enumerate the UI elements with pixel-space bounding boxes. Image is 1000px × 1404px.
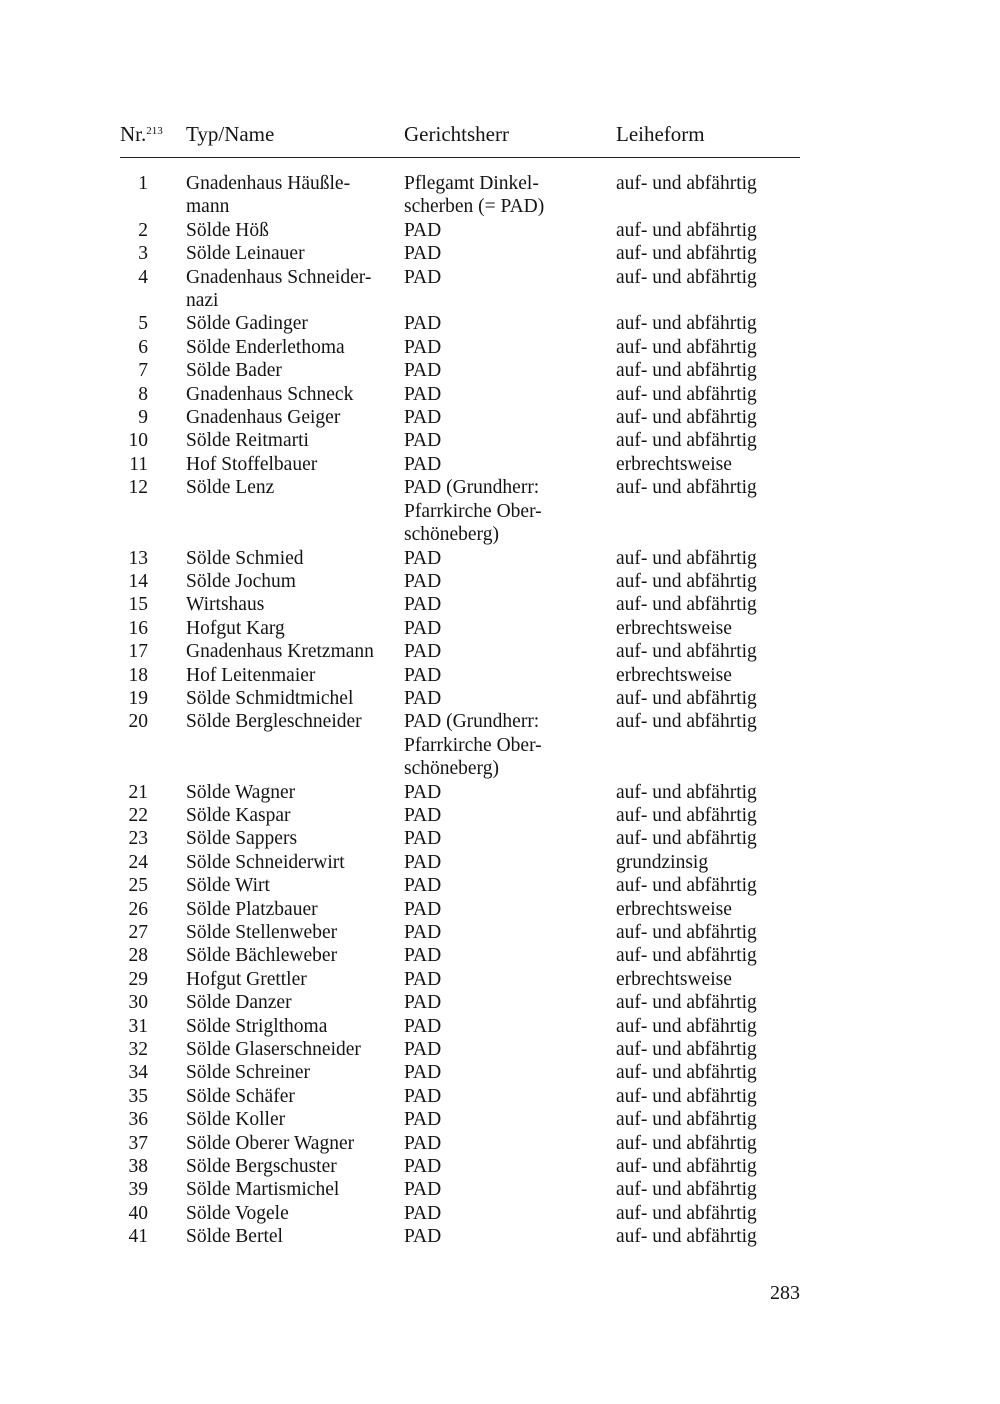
typ-name-cell: Gnadenhaus Schneider- nazi bbox=[186, 266, 372, 312]
leiheform-cell: auf- und abfährtig bbox=[616, 1085, 757, 1107]
table-row bbox=[120, 593, 800, 616]
spacer-cell bbox=[148, 1061, 186, 1084]
leiheform-cell: erbrechtsweise bbox=[616, 898, 732, 920]
header-nr bbox=[120, 122, 163, 147]
nr-cell: 38 bbox=[128, 1156, 148, 1178]
nr-cell: 19 bbox=[128, 687, 148, 709]
gerichtsherr-cell: Pflegamt Dinkel- scherben (= PAD) bbox=[404, 173, 545, 218]
typ-name-cell: Sölde Höß bbox=[186, 219, 269, 241]
spacer-cell bbox=[148, 851, 186, 874]
nr-cell: 21 bbox=[128, 781, 148, 803]
typ-name-cell: Sölde Schmidtmichel bbox=[186, 687, 354, 709]
nr-cell: 13 bbox=[128, 547, 148, 569]
typ-name-cell: Sölde Oberer Wagner bbox=[186, 1132, 355, 1154]
gerichtsherr-cell: PAD bbox=[404, 266, 442, 288]
gerichtsherr-cell: PAD (Grundherr: Pfarrkirche Ober- schöneberg) bbox=[404, 477, 542, 546]
nr-cell: 32 bbox=[128, 1039, 148, 1061]
table-row bbox=[120, 1015, 800, 1038]
nr-cell: 31 bbox=[128, 1015, 148, 1037]
spacer-cell bbox=[148, 1015, 186, 1038]
table-row bbox=[120, 406, 800, 429]
gerichtsherr-cell: PAD bbox=[404, 1156, 442, 1178]
nr-cell: 41 bbox=[128, 1226, 148, 1248]
typ-name-cell: Sölde Striglthoma bbox=[186, 1015, 328, 1037]
spacer-cell bbox=[148, 406, 186, 429]
gerichtsherr-cell: PAD bbox=[404, 1132, 442, 1154]
spacer-cell bbox=[148, 1155, 186, 1178]
leiheform-cell: auf- und abfährtig bbox=[616, 219, 757, 241]
nr-cell: 36 bbox=[128, 1109, 148, 1131]
gerichtsherr-cell: PAD bbox=[404, 1179, 442, 1201]
spacer-cell bbox=[148, 172, 186, 219]
table-row bbox=[120, 664, 800, 687]
table-row bbox=[120, 547, 800, 570]
nr-cell: 29 bbox=[128, 968, 148, 990]
nr-cell: 20 bbox=[128, 711, 148, 733]
gerichtsherr-cell: PAD bbox=[404, 1085, 442, 1107]
table-row bbox=[120, 617, 800, 640]
table-row bbox=[120, 804, 800, 827]
table-row bbox=[120, 874, 800, 897]
table-row bbox=[120, 1038, 800, 1061]
header-rule bbox=[120, 157, 800, 158]
typ-name-cell: Sölde Platzbauer bbox=[186, 898, 318, 920]
gerichtsherr-cell: PAD bbox=[404, 243, 442, 265]
leiheform-cell: auf- und abfährtig bbox=[616, 1015, 757, 1037]
nr-cell: 2 bbox=[138, 219, 148, 241]
gerichtsherr-cell: PAD bbox=[404, 898, 442, 920]
typ-name-cell: Sölde Vogele bbox=[186, 1202, 289, 1224]
nr-cell: 11 bbox=[129, 453, 148, 475]
nr-cell: 34 bbox=[128, 1062, 148, 1084]
spacer-cell bbox=[148, 827, 186, 850]
table-row bbox=[120, 359, 800, 382]
gerichtsherr-cell: PAD bbox=[404, 687, 442, 709]
leiheform-cell: auf- und abfährtig bbox=[616, 1226, 757, 1248]
nr-cell: 28 bbox=[128, 945, 148, 967]
spacer-cell bbox=[148, 1132, 186, 1155]
leiheform-cell: auf- und abfährtig bbox=[616, 1156, 757, 1178]
spacer-cell bbox=[148, 476, 186, 546]
spacer-cell bbox=[148, 640, 186, 663]
typ-name-cell: Gnadenhaus Häußle- mann bbox=[186, 173, 351, 218]
leiheform-cell: auf- und abfährtig bbox=[616, 173, 757, 194]
spacer-cell bbox=[148, 1202, 186, 1225]
typ-name-cell: Sölde Lenz bbox=[186, 477, 275, 499]
table-row bbox=[120, 172, 800, 219]
typ-name-cell: Hofgut Grettler bbox=[186, 968, 307, 990]
nr-cell: 1 bbox=[138, 173, 148, 194]
gerichtsherr-cell: PAD bbox=[404, 1202, 442, 1224]
spacer-cell bbox=[148, 1225, 186, 1248]
nr-cell: 30 bbox=[128, 992, 148, 1014]
leiheform-cell: auf- und abfährtig bbox=[616, 570, 757, 592]
typ-name-cell: Sölde Wagner bbox=[186, 781, 296, 803]
nr-cell: 10 bbox=[128, 430, 148, 452]
table-row bbox=[120, 383, 800, 406]
gerichtsherr-cell: PAD bbox=[404, 1015, 442, 1037]
nr-cell: 37 bbox=[128, 1132, 148, 1154]
spacer-cell bbox=[148, 453, 186, 476]
spacer-cell bbox=[148, 1108, 186, 1131]
gerichtsherr-cell: PAD bbox=[404, 594, 442, 616]
table-row bbox=[120, 1202, 800, 1225]
spacer-cell bbox=[148, 921, 186, 944]
gerichtsherr-cell: PAD (Grundherr: Pfarrkirche Ober- schöneberg) bbox=[404, 711, 542, 780]
gerichtsherr-cell: PAD bbox=[404, 992, 442, 1014]
table-row bbox=[120, 851, 800, 874]
spacer-cell bbox=[148, 1038, 186, 1061]
typ-name-cell: Sölde Bertel bbox=[186, 1226, 283, 1248]
leiheform-cell: auf- und abfährtig bbox=[616, 875, 757, 897]
table-row bbox=[120, 1225, 800, 1248]
table-row bbox=[120, 898, 800, 921]
table-row bbox=[120, 1061, 800, 1084]
gerichtsherr-cell: PAD bbox=[404, 664, 442, 686]
table-header bbox=[120, 122, 800, 152]
spacer-cell bbox=[148, 617, 186, 640]
nr-cell: 7 bbox=[138, 360, 148, 382]
spacer-cell bbox=[148, 991, 186, 1014]
gerichtsherr-cell: PAD bbox=[404, 570, 442, 592]
typ-name-cell: Sölde Schneiderwirt bbox=[186, 851, 345, 873]
page-number: 283 bbox=[770, 1282, 800, 1304]
spacer-cell bbox=[148, 1085, 186, 1108]
nr-cell: 22 bbox=[128, 804, 148, 826]
spacer-cell bbox=[148, 336, 186, 359]
typ-name-cell: Sölde Jochum bbox=[186, 570, 296, 592]
gerichtsherr-cell: PAD bbox=[404, 430, 442, 452]
spacer-cell bbox=[148, 266, 186, 313]
leiheform-cell: auf- und abfährtig bbox=[616, 243, 757, 265]
nr-cell: 24 bbox=[128, 851, 148, 873]
leiheform-cell: auf- und abfährtig bbox=[616, 922, 757, 943]
table-row bbox=[120, 921, 800, 944]
header-nr-label: Nr. bbox=[120, 122, 147, 146]
table-row bbox=[120, 429, 800, 452]
leiheform-cell: auf- und abfährtig bbox=[616, 641, 757, 663]
gerichtsherr-cell: PAD bbox=[404, 453, 442, 475]
spacer-cell bbox=[148, 804, 186, 827]
gerichtsherr-cell: PAD bbox=[404, 851, 442, 873]
leiheform-cell: auf- und abfährtig bbox=[616, 781, 757, 803]
gerichtsherr-cell: PAD bbox=[404, 1109, 442, 1131]
table-row bbox=[120, 476, 800, 546]
gerichtsherr-cell: PAD bbox=[404, 968, 442, 990]
typ-name-cell: Sölde Leinauer bbox=[186, 243, 305, 265]
nr-cell: 23 bbox=[128, 828, 148, 850]
gerichtsherr-cell: PAD bbox=[404, 360, 442, 382]
leiheform-cell: auf- und abfährtig bbox=[616, 945, 757, 967]
typ-name-cell: Sölde Wirt bbox=[186, 875, 270, 897]
header-leiheform: Leiheform bbox=[616, 122, 705, 146]
leiheform-cell: auf- und abfährtig bbox=[616, 430, 757, 452]
leiheform-cell: auf- und abfährtig bbox=[616, 1062, 757, 1084]
gerichtsherr-cell: PAD bbox=[404, 1039, 442, 1061]
typ-name-cell: Gnadenhaus Kretzmann bbox=[186, 641, 374, 663]
leiheform-cell: auf- und abfährtig bbox=[616, 594, 757, 616]
spacer-cell bbox=[148, 312, 186, 335]
nr-cell: 27 bbox=[128, 922, 148, 943]
leiheform-cell: grundzinsig bbox=[616, 851, 709, 873]
leiheform-cell: auf- und abfährtig bbox=[616, 1039, 757, 1061]
nr-cell: 16 bbox=[128, 617, 148, 639]
typ-name-cell: Sölde Bergschuster bbox=[186, 1156, 337, 1178]
table-row bbox=[120, 1155, 800, 1178]
nr-cell: 14 bbox=[128, 570, 148, 592]
spacer-cell bbox=[148, 359, 186, 382]
typ-name-cell: Sölde Schmied bbox=[186, 547, 304, 569]
leiheform-cell: auf- und abfährtig bbox=[616, 547, 757, 569]
typ-name-cell: Sölde Bader bbox=[186, 360, 282, 382]
typ-name-cell: Sölde Danzer bbox=[186, 992, 292, 1014]
typ-name-cell: Sölde Koller bbox=[186, 1109, 286, 1131]
leiheform-cell: auf- und abfährtig bbox=[616, 711, 757, 733]
table-row bbox=[120, 242, 800, 265]
leiheform-cell: auf- und abfährtig bbox=[616, 828, 757, 850]
typ-name-cell: Sölde Schreiner bbox=[186, 1062, 311, 1084]
table-row bbox=[120, 781, 800, 804]
leiheform-cell: auf- und abfährtig bbox=[616, 1179, 757, 1201]
typ-name-cell: Wirtshaus bbox=[186, 594, 265, 616]
leiheform-cell: erbrechtsweise bbox=[616, 664, 732, 686]
nr-cell: 15 bbox=[128, 594, 148, 616]
gerichtsherr-cell: PAD bbox=[404, 313, 442, 335]
table-row bbox=[120, 570, 800, 593]
table-row bbox=[120, 944, 800, 967]
leiheform-cell: erbrechtsweise bbox=[616, 968, 732, 990]
table-row bbox=[120, 968, 800, 991]
nr-cell: 40 bbox=[128, 1202, 148, 1224]
table-row bbox=[120, 991, 800, 1014]
gerichtsherr-cell: PAD bbox=[404, 219, 442, 241]
gerichtsherr-cell: PAD bbox=[404, 641, 442, 663]
typ-name-cell: Sölde Reitmarti bbox=[186, 430, 309, 452]
table-row bbox=[120, 1178, 800, 1201]
leiheform-cell: auf- und abfährtig bbox=[616, 266, 757, 288]
table-row bbox=[120, 827, 800, 850]
spacer-cell bbox=[148, 781, 186, 804]
table-row bbox=[120, 312, 800, 335]
table-row bbox=[120, 1108, 800, 1131]
typ-name-cell: Gnadenhaus Schneck bbox=[186, 383, 354, 405]
nr-cell: 39 bbox=[128, 1179, 148, 1201]
leiheform-cell: auf- und abfährtig bbox=[616, 1202, 757, 1224]
gerichtsherr-cell: PAD bbox=[404, 407, 442, 429]
spacer-cell bbox=[148, 383, 186, 406]
leiheform-cell: auf- und abfährtig bbox=[616, 687, 757, 709]
header-typ-name: Typ/Name bbox=[186, 122, 275, 146]
table-row bbox=[120, 266, 800, 313]
typ-name-cell: Gnadenhaus Geiger bbox=[186, 407, 341, 429]
spacer-cell bbox=[148, 687, 186, 710]
gerichtsherr-cell: PAD bbox=[404, 336, 442, 358]
spacer-cell bbox=[148, 1178, 186, 1201]
spacer-cell bbox=[148, 898, 186, 921]
typ-name-cell: Sölde Kaspar bbox=[186, 804, 291, 826]
spacer-cell bbox=[148, 429, 186, 452]
header-gerichtsherr: Gerichtsherr bbox=[404, 122, 509, 146]
nr-cell: 12 bbox=[128, 477, 148, 499]
table-row bbox=[120, 1085, 800, 1108]
typ-name-cell: Hof Leitenmaier bbox=[186, 664, 316, 686]
leiheform-cell: auf- und abfährtig bbox=[616, 1132, 757, 1154]
gerichtsherr-cell: PAD bbox=[404, 875, 442, 897]
spacer-cell bbox=[148, 944, 186, 967]
nr-cell: 6 bbox=[138, 336, 148, 358]
nr-cell: 35 bbox=[128, 1085, 148, 1107]
table-row bbox=[120, 640, 800, 663]
gerichtsherr-cell: PAD bbox=[404, 547, 442, 569]
table-row bbox=[120, 710, 800, 780]
leiheform-cell: auf- und abfährtig bbox=[616, 336, 757, 358]
table-row bbox=[120, 1132, 800, 1155]
spacer-cell bbox=[148, 242, 186, 265]
typ-name-cell: Sölde Gadinger bbox=[186, 313, 308, 335]
leiheform-cell: auf- und abfährtig bbox=[616, 313, 757, 335]
nr-cell: 9 bbox=[138, 407, 148, 429]
typ-name-cell: Sölde Enderlethoma bbox=[186, 336, 345, 358]
property-table-body bbox=[120, 172, 800, 1249]
gerichtsherr-cell: PAD bbox=[404, 383, 442, 405]
typ-name-cell: Hof Stoffelbauer bbox=[186, 453, 318, 475]
table-row bbox=[120, 687, 800, 710]
nr-cell: 8 bbox=[138, 383, 148, 405]
spacer-cell bbox=[148, 547, 186, 570]
nr-cell: 18 bbox=[128, 664, 148, 686]
spacer-cell bbox=[148, 593, 186, 616]
spacer-cell bbox=[148, 664, 186, 687]
spacer-cell bbox=[148, 968, 186, 991]
typ-name-cell: Sölde Sappers bbox=[186, 828, 298, 850]
leiheform-cell: auf- und abfährtig bbox=[616, 383, 757, 405]
gerichtsherr-cell: PAD bbox=[404, 922, 442, 943]
typ-name-cell: Sölde Martismichel bbox=[186, 1179, 340, 1201]
gerichtsherr-cell: PAD bbox=[404, 945, 442, 967]
typ-name-cell: Sölde Bergleschneider bbox=[186, 711, 362, 733]
leiheform-cell: auf- und abfährtig bbox=[616, 407, 757, 429]
spacer-cell bbox=[148, 219, 186, 242]
leiheform-cell: erbrechtsweise bbox=[616, 617, 732, 639]
typ-name-cell: Sölde Glaserschneider bbox=[186, 1039, 361, 1061]
spacer-cell bbox=[148, 710, 186, 780]
footnote-ref: 213 bbox=[146, 125, 163, 137]
gerichtsherr-cell: PAD bbox=[404, 804, 442, 826]
gerichtsherr-cell: PAD bbox=[404, 1226, 442, 1248]
property-table bbox=[120, 172, 800, 1249]
gerichtsherr-cell: PAD bbox=[404, 828, 442, 850]
table-row bbox=[120, 219, 800, 242]
leiheform-cell: auf- und abfährtig bbox=[616, 1109, 757, 1131]
nr-cell: 4 bbox=[138, 266, 148, 288]
spacer-cell bbox=[148, 874, 186, 897]
table-row bbox=[120, 336, 800, 359]
gerichtsherr-cell: PAD bbox=[404, 781, 442, 803]
nr-cell: 5 bbox=[138, 313, 148, 335]
typ-name-cell: Sölde Stellenweber bbox=[186, 922, 338, 943]
gerichtsherr-cell: PAD bbox=[404, 1062, 442, 1084]
leiheform-cell: auf- und abfährtig bbox=[616, 992, 757, 1014]
leiheform-cell: erbrechtsweise bbox=[616, 453, 732, 475]
leiheform-cell: auf- und abfährtig bbox=[616, 477, 757, 499]
leiheform-cell: auf- und abfährtig bbox=[616, 804, 757, 826]
leiheform-cell: auf- und abfährtig bbox=[616, 360, 757, 382]
typ-name-cell: Sölde Schäfer bbox=[186, 1085, 295, 1107]
typ-name-cell: Hofgut Karg bbox=[186, 617, 285, 639]
gerichtsherr-cell: PAD bbox=[404, 617, 442, 639]
spacer-cell bbox=[148, 570, 186, 593]
nr-cell: 3 bbox=[138, 243, 148, 265]
table-row bbox=[120, 453, 800, 476]
nr-cell: 25 bbox=[128, 875, 148, 897]
nr-cell: 26 bbox=[128, 898, 148, 920]
typ-name-cell: Sölde Bächleweber bbox=[186, 945, 338, 967]
nr-cell: 17 bbox=[128, 641, 148, 663]
